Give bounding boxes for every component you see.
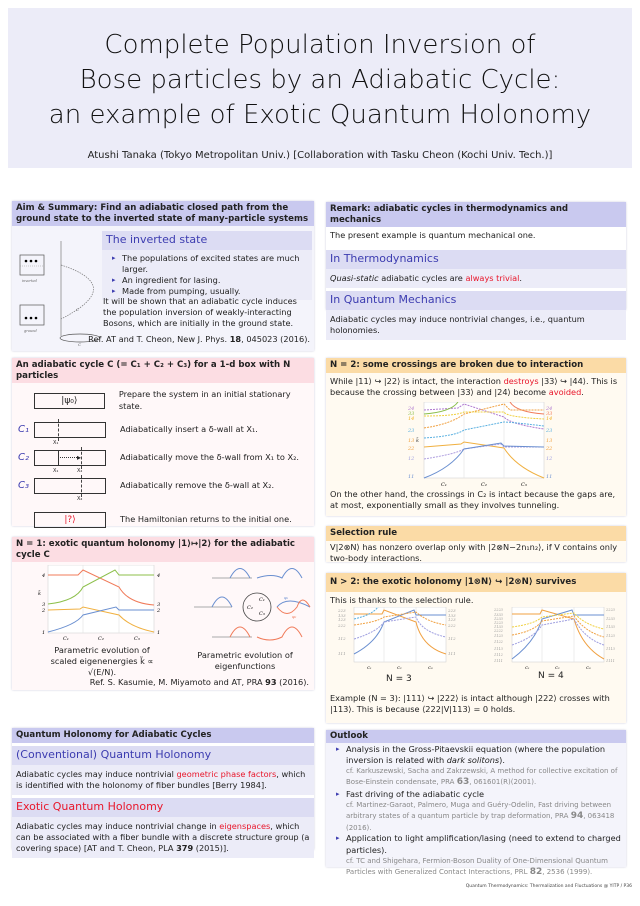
section-heading: Quantum Holonomy for Adiabatic Cycles [12,728,314,743]
svg-text:C₂: C₂ [247,605,253,611]
svg-text:14: 14 [546,416,553,422]
svg-text:1123: 1123 [606,634,615,638]
svg-text:123: 123 [448,617,456,622]
svg-text:1113: 1113 [494,647,503,651]
block-title: Exotic Quantum Holonomy [12,798,314,817]
svg-text:11: 11 [546,474,553,480]
title-line: Complete Population Inversion of [104,30,536,60]
svg-text:φ₁: φ₁ [284,595,289,600]
caption-eigenfunctions: Parametric evolution of eigenfunctions [197,650,293,672]
svg-text:1122: 1122 [494,640,503,644]
section-heading: N > 2: the exotic holonomy |1⊗N⟩ ↪ |2⊗N⟩ survives [326,573,626,592]
svg-text:C₁: C₁ [367,665,372,670]
intro-text: The present example is quantum mechanical one. [330,230,536,241]
n2-conclusion: On the other hand, the crossings in C₂ is intact because the gaps are, at most, exponentially small as they involves tunneling. [330,489,616,511]
svg-text:33: 33 [408,411,415,417]
svg-text:1233: 1233 [606,617,615,621]
list-item: ▸ Application to light amplification/lasing (need to extend to charged particles). cf. TC and Shigehara, Fermion-Boson Duality of One-Dimensional Quantum Particles with Generalized Contact Interactions, PRL 82, 2536 (1999). [336,833,622,878]
selection-text: V|2⊗N⟩ has nonzero overlap only with |2⊗N−2n₁n₂⟩, if V contains only two-body interactions. [330,541,618,563]
section-heading: An adiabatic cycle C (= C₁ + C₂ + C₃) for a 1-d box with N particles [12,358,314,383]
title-line: Bose particles by an Adiabatic Cycle: [79,65,561,95]
list-item: ▸ Fast driving of the adiabatic cycle cf. Martinez-Garaot, Palmero, Muga and Guéry-Odelin, Fast driving between arbitrary states of a quantum particle by trap deformation, PRA 94, 063418 (2016). [336,789,622,833]
svg-text:2: 2 [157,608,161,614]
section-heading: Aim & Summary: Find an adiabatic closed path from the ground state to the inverted state of many-particle systems [12,201,314,226]
svg-text:133: 133 [338,613,346,618]
cycle-section [12,358,314,526]
label-inverted: inverted [22,279,37,283]
svg-text:1113: 1113 [606,647,615,651]
svg-text:133: 133 [448,613,456,618]
exo-text: Adiabatic cycles may induce nontrivial change in eigenspaces, which can be associated with a fiber bundle with a discrete structure group (a covering space) [AT and T. Cheon, PLA 379 (2015)]. [12,817,314,858]
cycle-step: C₂ ▸ X₁ X₂ Adiabatically move the δ-wall from X₁ to X₂. [12,450,314,466]
svg-text:C₂: C₂ [555,665,560,670]
n2-energy-plot [406,402,556,487]
n1-section [12,537,314,690]
svg-text:1333: 1333 [494,613,503,617]
svg-text:C₃: C₃ [134,636,140,640]
svg-text:C₃: C₃ [586,665,591,670]
section-heading: N = 1: exotic quantum holonomy |1⟩↦|2⟩ for the adiabatic cycle C [12,537,314,562]
section-heading: N = 2: some crossings are broken due to interaction [326,358,626,373]
svg-text:111: 111 [338,651,346,656]
title-line: an example of Exotic Quantum Holonomy [48,100,592,130]
svg-text:13: 13 [546,438,553,444]
svg-text:1111: 1111 [606,659,615,663]
reference: Ref. AT and T. Cheon, New J. Phys. 18, 045023 (2016). [88,334,310,344]
svg-text:k̃: k̃ [416,438,420,444]
svg-text:1: 1 [157,630,161,636]
svg-text:φ₂: φ₂ [292,614,297,619]
cycle-step: C₁ X₁ Adiabatically insert a δ-wall at X₁. [12,422,314,438]
caption-energies: Parametric evolution of scaled eigenenergies k̃ ∝ √(E/N). [50,645,154,678]
svg-text:k̃: k̃ [38,591,42,597]
cycle-step: |?⟩ The Hamiltonian returns to the initial one. [12,512,314,528]
n2-text: While |11⟩ ↪ |22⟩ is intact, the interaction destroys |33⟩ ↪ |44⟩. This is because the crossing between |33⟩ and |24⟩ become avoided. [330,375,618,397]
svg-text:1: 1 [42,630,46,636]
caption-n4: N = 4 [538,671,564,681]
svg-text:1223: 1223 [494,621,503,625]
svg-text:22: 22 [408,446,415,452]
n1-energy-plot [38,565,164,640]
block-title: In Thermodynamics [326,250,626,269]
svg-text:123: 123 [338,617,346,622]
svg-text:33: 33 [546,411,553,417]
ngt2-section [326,573,626,723]
svg-text:C: C [78,342,82,346]
svg-text:12: 12 [546,456,553,462]
list-item: ▸ Made from pumping, usually. [112,286,308,297]
block-title: (Conventional) Quantum Holonomy [12,746,314,765]
svg-text:3: 3 [42,602,46,608]
svg-text:13: 13 [408,438,415,444]
svg-text:C₂: C₂ [481,482,487,487]
svg-text:4: 4 [157,573,161,579]
svg-text:1233: 1233 [494,617,503,621]
n2-section [326,358,626,516]
cycle-step: |ψ₀⟩ Prepare the system in an initial stationary state. [12,389,314,411]
svg-text:24: 24 [408,406,415,412]
svg-text:2: 2 [42,608,46,614]
qm-text: Adiabatic cycles may induce nontrivial changes, i.e., quantum holonomies. [326,310,626,340]
n3-energy-plot [332,607,462,672]
svg-text:2223: 2223 [494,608,503,612]
svg-text:111: 111 [448,651,456,656]
label-ground: ground [24,329,37,333]
svg-text:2222: 2222 [494,629,503,633]
section-heading: Remark: adiabatic cycles in thermodynamics and mechanics [326,202,626,227]
eigenfunction-diagram [192,565,312,650]
svg-text:1111: 1111 [494,659,503,663]
svg-text:C: C [76,307,80,312]
authors: Atushi Tanaka (Tokyo Metropolitan Univ.) [Collaboration with Tasku Cheon (Kochi Univ. Tech.)] [87,150,553,161]
title-block [8,8,632,168]
block-title: The inverted state [102,231,312,250]
svg-text:C₁: C₁ [525,665,530,670]
svg-text:11: 11 [408,474,415,480]
quantum-holonomy-section [12,728,314,853]
remark-section [326,202,626,336]
svg-text:23: 23 [408,428,415,434]
svg-text:1133: 1133 [606,625,615,629]
svg-text:223: 223 [338,608,346,613]
list-item: ▸ An ingredient for lasing. [112,275,308,286]
svg-text:1133: 1133 [494,625,503,629]
svg-text:3: 3 [157,602,161,608]
svg-text:C₂: C₂ [397,665,402,670]
outlook-section [326,730,626,877]
conv-text: Adiabatic cycles may induce nontrivial geometric phase factors, which is identified with the holonomy of fiber bundles [Berry 1984]. [12,765,314,795]
svg-text:222: 222 [338,623,346,628]
svg-text:C₁: C₁ [441,482,447,487]
reference: Ref. S. Kasumie, M. Miyamoto and AT, PRA 93 (2016). [89,677,309,687]
caption-n3: N = 3 [386,674,412,684]
svg-text:C₃: C₃ [521,482,527,487]
svg-text:22: 22 [546,446,553,452]
footer: Quantum Thermodynamics: Thermalization and Fluctuations @ YITP / P36 [465,884,632,889]
svg-text:112: 112 [448,636,456,641]
cycle-step: C₃ X₂ Adiabatically remove the δ-wall at X₂. [12,478,314,494]
svg-text:2223: 2223 [606,608,615,612]
svg-text:223: 223 [448,608,456,613]
svg-text:4: 4 [42,573,46,579]
list-item: ▸ The populations of excited states are much larger. [112,253,308,275]
svg-text:112: 112 [338,636,346,641]
section-heading: Outlook [326,730,626,743]
svg-text:14: 14 [408,416,415,422]
inversion-diagram [16,241,106,346]
section-heading: Selection rule [326,526,626,541]
svg-text:C₃: C₃ [428,665,433,670]
thermo-text: Quasi-static adiabatic cycles are always trivial. [326,269,626,288]
n4-energy-plot [490,607,625,672]
intro-text: This is thanks to the selection rule. [330,594,474,605]
svg-text:222: 222 [448,623,456,628]
svg-text:C₁: C₁ [259,597,265,603]
block-title: In Quantum Mechanics [326,291,626,310]
svg-text:C₁: C₁ [63,636,69,640]
summary-text: It will be shown that an adiabatic cycle induces the population inversion of weakly-interacting Bosons, which are initially in the ground state. [103,296,297,329]
svg-text:24: 24 [546,406,553,412]
svg-text:12: 12 [408,456,415,462]
inverted-state-block [102,231,312,300]
aim-section [12,201,314,351]
svg-text:23: 23 [546,428,553,434]
svg-text:C₂: C₂ [98,636,104,640]
list-item: ▸ Analysis in the Gross-Pitaevskii equation (where the population inversion is related with dark solitons). cf. Karkuszewski, Sacha and Zakrzewski, A method for collective excitation of Bose-Einstein condensate, PRA 63, 061601(R)(2001). [336,744,622,789]
svg-text:1112: 1112 [494,653,503,657]
svg-text:C₃: C₃ [259,611,265,617]
svg-text:1123: 1123 [494,634,503,638]
selection-rule-section [326,526,626,562]
example-text: Example (N = 3): |111⟩ ↪ |222⟩ is intact although |222⟩ crosses with |113⟩. This is because ⟨222|V|113⟩ = 0 holds. [330,693,610,715]
